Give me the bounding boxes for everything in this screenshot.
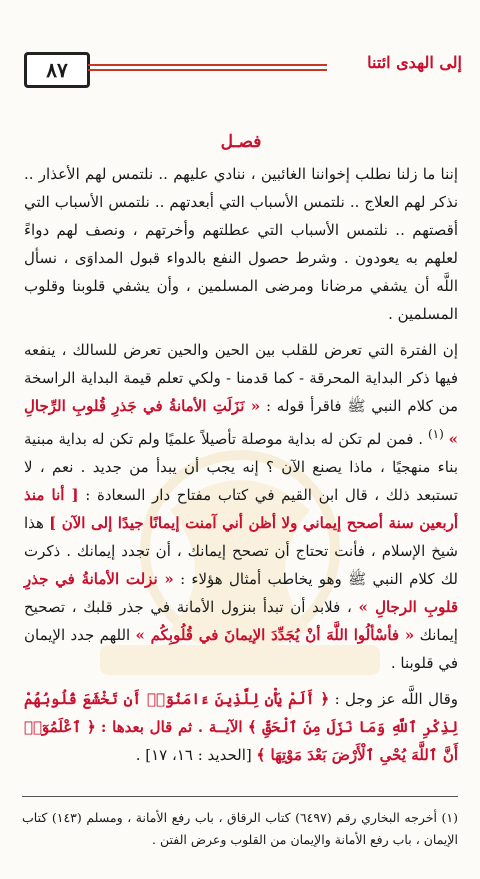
paragraph — [24, 160, 458, 328]
page-number: ٨٧ — [24, 52, 90, 88]
paragraph-text: إن الفترة التي تعرض للقلب بين الحين والحين تعرض للسالك ، ينفعه فيها ذكر البداية المحرقة - كما قدمنا - ولكي تعلم قيمة البداية الراسخة من كلام النبي ﷺ فاقرأ قوله : — [24, 341, 459, 415]
book-title: إلى الهدى ائتنا — [367, 53, 462, 72]
paragraph — [24, 685, 458, 769]
footnotes — [22, 796, 458, 851]
page-header — [24, 50, 462, 88]
paragraph-text: ، فلابد أن تبدأ بنزول الأمانة في جذر قلبك ، تصحيح إيمانك — [24, 598, 458, 644]
footnote-text: (١) أخرجه البخاري رقم (٦٤٩٧) كتاب الرقاق ، باب رفع الأمانة ، ومسلم (١٤٣) كتاب الإيمان ، باب رفع الأمانة والإيمان من القلوب وعرض الفتن . — [22, 810, 458, 847]
paragraph-text: إننا ما زلنا نطلب إخواننا الغائبين ، ننادي عليهم .. نلتمس لهم الأعذار .. نذكر لهم العلاج .. نلتمس الأسباب التي أبعدتهم .. نلتمس الأسباب التي أقصتهم .. نلتمس الأسباب التي عطلتهم وأخرتهم ، ونصف لهم دواءً لعلهم به يعودون . وشرط حصول النفع بالدواء قبول المداوَى ، نسأل اللَّه أن يشفي مرضانا ومرضى المسلمين ، وأن يشفي قلوبنا وقلوب المسلمين . — [24, 165, 458, 323]
hadith-quote: « نَزَلَتِ الأمانةُ في جَذرِ قُلوبِ الرِّجالِ » — [24, 397, 458, 448]
scholar-quote: [ أنا منذ أربعين سنة أصحح إيماني ولا أظن أني آمنت إيمانًا جيدًا إلى الآن ] — [24, 486, 458, 532]
paragraph-text: وقال اللَّه عز وجل : — [334, 690, 459, 708]
section-title: فصـل — [220, 132, 262, 152]
hadith-quote: « نزلت الأمانةُ في جذرِ قلوبِ الرجالِ » — [24, 570, 458, 616]
quran-verse: ﴿ ٱعْلَمُوٓا۟ أَنَّ ٱللَّهَ يُحْىِ ٱلْأَرْضَ بَعْدَ مَوْتِهَا ﴾ — [24, 718, 458, 764]
quran-verse: ﴿ أَلَمْ يَأْنِ لِلَّذِينَ ءَامَنُوٓا۟ أَن تَخْشَعَ قُلُوبُهُمْ لِذِكْرِ ٱللَّهِ وَمَا نَزَلَ مِنَ ٱلْحَقِّ ﴾ — [24, 690, 458, 736]
paragraph-text: . فمن لم تكن له بداية موصلة تأصيلاً علميًا ولم تكن له بداية مبنية بناء منهجيًا ، ماذا يصنع الآن ؟ إنه يجب أن يبدأ من جديد . نعم ، لا تستبعد ذلك ، قال ابن القيم في كتاب مفتاح دار السعادة : — [24, 430, 458, 504]
hadith-quote: « فأسْألُوا اللَّهَ أنْ يُجَدِّدَ الإيمانَ في قُلُوبِكُم » — [135, 626, 415, 644]
verse-reference: [الحديد : ١٦، ١٧] . — [135, 746, 252, 764]
footnote-marker[interactable]: (١) — [427, 427, 444, 441]
paragraph-text: هذا شيخ الإسلام ، فأنت تحتاج أن تصحح إيمانك ، أن تجدد إيمانك . ذكرت لك كلام النبي ﷺ وهو يخاطب أمثال هؤلاء : — [24, 514, 459, 588]
header-rule — [88, 69, 327, 71]
header-rule — [88, 64, 327, 66]
paragraph-text: اللهم جدد الإيمان في قلوبنا . — [24, 626, 458, 672]
paragraph-text: الآيــة . ثم قال بعدها : — [100, 718, 243, 736]
main-text — [24, 128, 458, 777]
paragraph — [24, 336, 458, 677]
